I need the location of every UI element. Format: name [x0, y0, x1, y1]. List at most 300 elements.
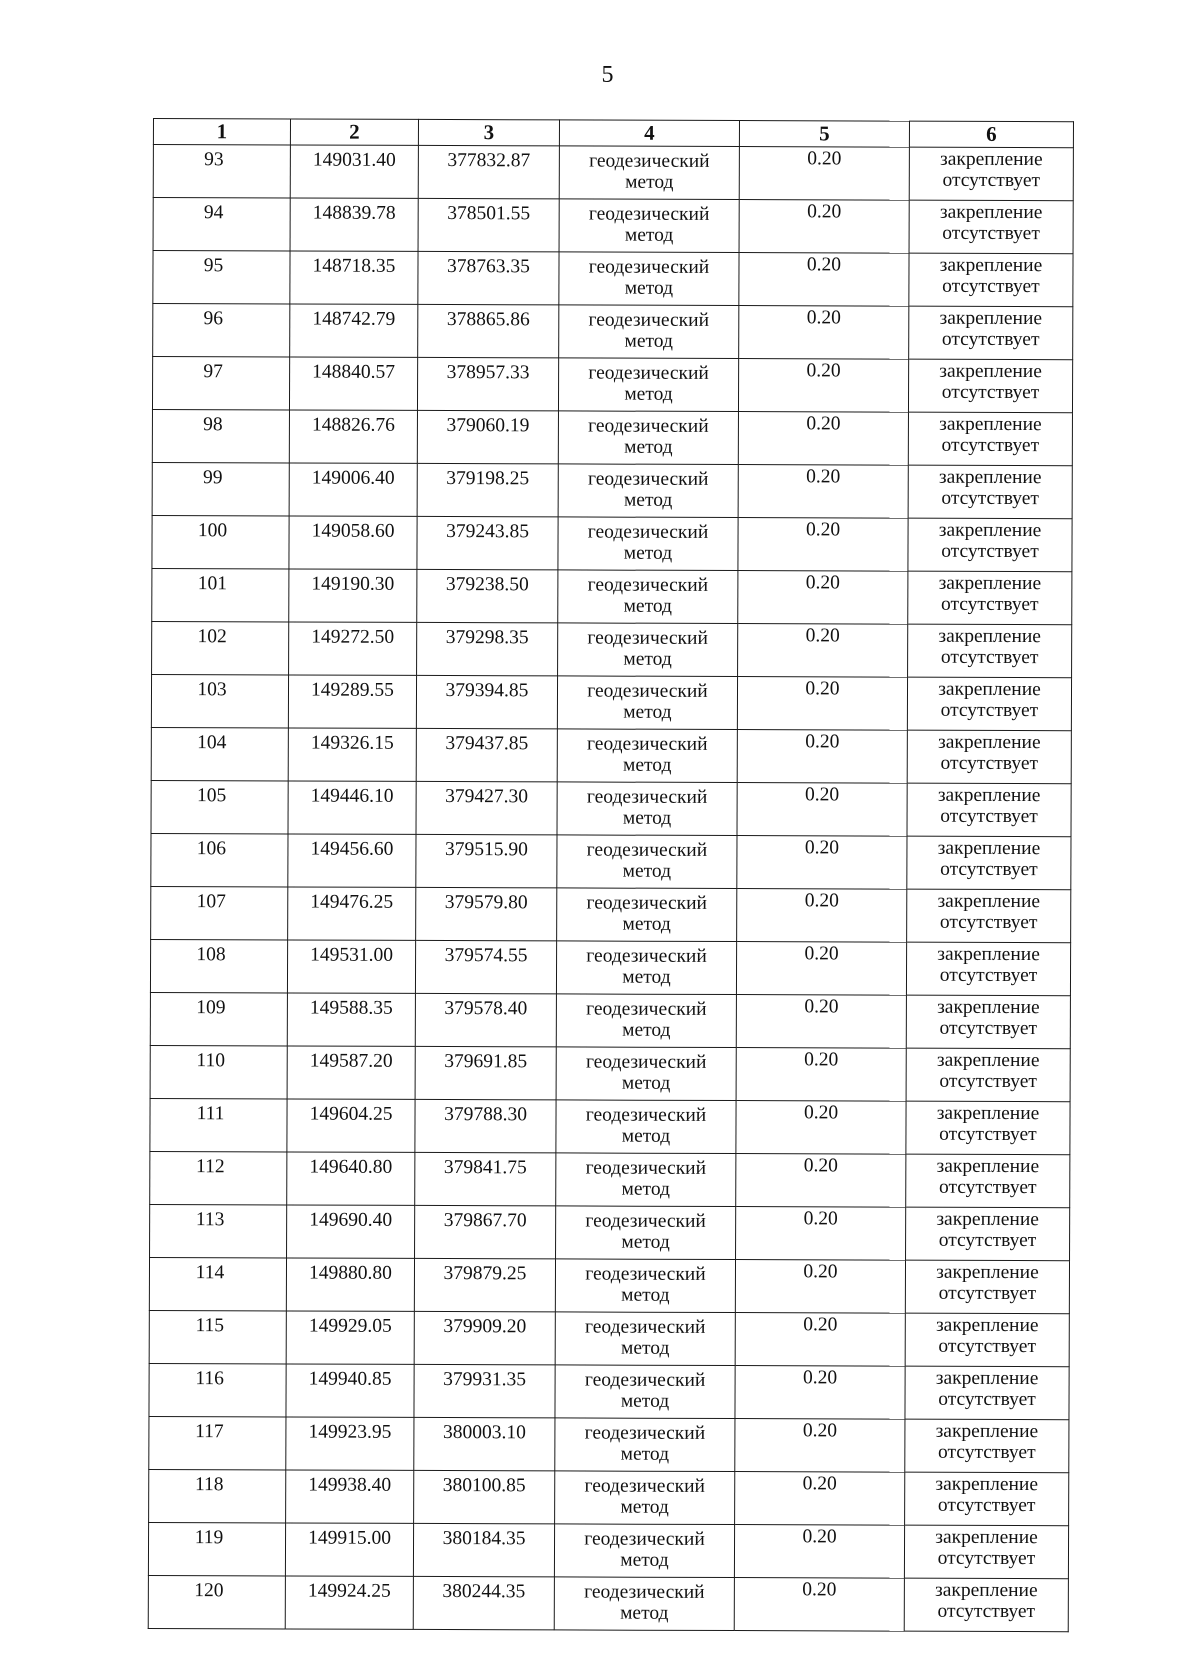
- fixation-line-2: отсутствует: [940, 593, 1039, 616]
- method-cell: [555, 1471, 735, 1525]
- fixation-line-2: отсутствует: [940, 699, 1039, 722]
- method-line-2: метод: [624, 277, 674, 299]
- method-cell: [559, 252, 739, 306]
- x-coordinate-cell: 149272.50: [289, 622, 417, 675]
- x-coordinate-cell: 149456.60: [288, 834, 416, 887]
- method-line-2: метод: [623, 648, 672, 670]
- y-coordinate-cell: 378501.55: [418, 198, 559, 251]
- y-coordinate-cell: 379909.20: [414, 1311, 555, 1364]
- method-line-2: метод: [621, 1284, 670, 1306]
- point-number-cell: 104: [151, 727, 288, 780]
- x-coordinate-cell: 149289.55: [288, 675, 416, 728]
- method-cell: [556, 1153, 736, 1207]
- fixation-cell: [908, 624, 1072, 678]
- method-line-1: геодезический: [586, 998, 707, 1020]
- precision-cell: 0.20: [736, 995, 906, 1049]
- point-number-cell: 96: [153, 304, 290, 357]
- x-coordinate-cell: 149058.60: [289, 516, 417, 569]
- fixation-cell: [906, 1101, 1070, 1155]
- fixation-line-1: закрепление: [936, 1049, 1040, 1072]
- point-number-cell: 100: [152, 515, 289, 568]
- method-cell: [558, 464, 738, 518]
- precision-cell: 0.20: [738, 624, 908, 678]
- fixation-line-2: отсутствует: [939, 1070, 1037, 1093]
- x-coordinate-cell: 149940.85: [286, 1364, 414, 1417]
- method-line-1: геодезический: [588, 362, 709, 384]
- x-coordinate-cell: 149531.00: [287, 940, 415, 993]
- point-number-cell: 99: [152, 462, 289, 515]
- fixation-line-1: закрепление: [939, 254, 1043, 277]
- fixation-line-2: отсутствует: [939, 964, 1038, 987]
- fixation-line-1: закрепление: [940, 148, 1043, 171]
- table-row: [151, 727, 1071, 783]
- x-coordinate-cell: 149640.80: [287, 1152, 415, 1205]
- precision-cell: 0.20: [737, 730, 907, 784]
- point-number-cell: 117: [149, 1416, 286, 1469]
- method-line-2: метод: [625, 171, 674, 193]
- method-cell: [557, 676, 737, 730]
- table-header-row: [153, 119, 1073, 148]
- method-line-2: метод: [623, 701, 672, 723]
- fixation-line-2: отсутствует: [937, 1494, 1036, 1517]
- table-row: [152, 621, 1072, 677]
- method-line-2: метод: [623, 489, 673, 511]
- point-number-cell: 113: [150, 1204, 287, 1257]
- method-line-1: геодезический: [588, 309, 710, 331]
- method-line-1: геодезический: [584, 1316, 706, 1338]
- y-coordinate-cell: 379238.50: [417, 569, 558, 622]
- method-cell: [559, 199, 739, 253]
- fixation-cell: [905, 1419, 1069, 1473]
- precision-cell: 0.20: [739, 147, 909, 201]
- point-number-cell: 116: [149, 1363, 286, 1416]
- column-header: 3: [418, 119, 559, 145]
- column-header: 5: [739, 121, 909, 148]
- fixation-line-2: отсутствует: [942, 275, 1040, 298]
- method-cell: [557, 729, 737, 783]
- y-coordinate-cell: 379427.30: [416, 781, 557, 834]
- fixation-cell: [905, 1472, 1069, 1526]
- x-coordinate-cell: 149476.25: [288, 887, 416, 940]
- fixation-cell: [906, 1207, 1070, 1261]
- y-coordinate-cell: 379788.30: [415, 1099, 556, 1152]
- method-cell: [558, 358, 738, 412]
- table-row: [150, 1098, 1070, 1154]
- method-line-2: метод: [621, 1231, 670, 1253]
- fixation-cell: [908, 571, 1072, 625]
- column-header: 1: [153, 119, 290, 145]
- fixation-cell: [904, 1525, 1068, 1579]
- method-line-1: геодезический: [587, 733, 708, 755]
- method-line-2: метод: [622, 966, 671, 988]
- table-row: [152, 462, 1072, 518]
- fixation-line-2: отсутствует: [939, 1123, 1037, 1146]
- y-coordinate-cell: 378763.35: [418, 251, 559, 304]
- precision-cell: 0.20: [739, 253, 909, 307]
- fixation-line-2: отсутствует: [940, 646, 1039, 669]
- fixation-cell: [907, 730, 1071, 784]
- precision-cell: 0.20: [736, 1154, 906, 1208]
- column-header: 6: [909, 121, 1073, 148]
- method-cell: [556, 1047, 736, 1101]
- method-line-1: геодезический: [584, 1475, 706, 1497]
- fixation-line-2: отсутствует: [938, 1176, 1037, 1199]
- method-line-2: метод: [621, 1125, 671, 1147]
- method-line-2: метод: [622, 1019, 671, 1041]
- x-coordinate-cell: 149587.20: [287, 1046, 415, 1099]
- point-number-cell: 94: [153, 198, 290, 251]
- y-coordinate-cell: 379578.40: [415, 993, 556, 1046]
- method-cell: [558, 517, 738, 571]
- method-line-2: метод: [622, 913, 671, 935]
- y-coordinate-cell: 380244.35: [413, 1576, 554, 1629]
- fixation-line-1: закрепление: [935, 1420, 1039, 1443]
- point-number-cell: 115: [149, 1310, 286, 1363]
- method-cell: [556, 1206, 736, 1260]
- column-header: 4: [559, 120, 739, 147]
- table-row: [152, 409, 1072, 465]
- x-coordinate-cell: 149031.40: [290, 145, 418, 198]
- table-row: [152, 568, 1072, 624]
- point-number-cell: 120: [148, 1575, 285, 1628]
- table-row: [151, 674, 1071, 730]
- point-number-cell: 110: [150, 1045, 287, 1098]
- method-line-2: метод: [620, 1602, 669, 1624]
- y-coordinate-cell: 379574.55: [415, 940, 556, 993]
- table-row: [149, 1416, 1069, 1472]
- point-number-cell: 108: [150, 939, 287, 992]
- precision-cell: 0.20: [738, 518, 908, 572]
- fixation-cell: [906, 942, 1070, 996]
- method-line-2: метод: [624, 436, 673, 458]
- method-line-1: геодезический: [586, 786, 708, 808]
- method-line-1: геодезический: [584, 1422, 706, 1444]
- precision-cell: 0.20: [735, 1419, 905, 1473]
- point-number-cell: 105: [151, 780, 288, 833]
- fixation-line-1: закрепление: [939, 360, 1042, 383]
- method-cell: [559, 146, 739, 200]
- precision-cell: 0.20: [738, 465, 908, 519]
- y-coordinate-cell: 379879.25: [414, 1258, 555, 1311]
- fixation-line-1: закрепление: [936, 1261, 1039, 1284]
- precision-cell: 0.20: [735, 1260, 905, 1314]
- method-line-1: геодезический: [584, 1581, 705, 1603]
- method-line-2: метод: [620, 1443, 670, 1465]
- method-cell: [557, 782, 737, 836]
- fixation-cell: [909, 306, 1073, 360]
- table-row: [149, 1363, 1069, 1419]
- precision-cell: 0.20: [738, 571, 908, 625]
- fixation-line-2: отсутствует: [938, 1282, 1037, 1305]
- method-cell: [558, 411, 738, 465]
- table-row: [153, 198, 1073, 254]
- y-coordinate-cell: 379060.19: [417, 410, 558, 463]
- method-line-2: метод: [620, 1496, 669, 1518]
- method-cell: [556, 1100, 736, 1154]
- precision-cell: 0.20: [736, 1101, 906, 1155]
- method-line-2: метод: [620, 1390, 670, 1412]
- table-row: [149, 1310, 1069, 1366]
- method-cell: [557, 835, 737, 889]
- x-coordinate-cell: 148742.79: [290, 304, 418, 357]
- fixation-line-1: закрепление: [938, 625, 1042, 648]
- fixation-line-1: закрепление: [938, 466, 1042, 489]
- method-cell: [558, 570, 738, 624]
- table-row: [149, 1257, 1069, 1313]
- precision-cell: 0.20: [737, 677, 907, 731]
- x-coordinate-cell: 149938.40: [286, 1470, 414, 1523]
- x-coordinate-cell: 149929.05: [286, 1311, 414, 1364]
- method-cell: [558, 623, 738, 677]
- fixation-cell: [905, 1260, 1069, 1314]
- method-line-1: геодезический: [585, 1157, 707, 1179]
- fixation-line-2: отсутствует: [941, 487, 1039, 510]
- y-coordinate-cell: 379243.85: [417, 516, 558, 569]
- table-row: [148, 1575, 1068, 1631]
- y-coordinate-cell: 379931.35: [414, 1364, 555, 1417]
- fixation-line-2: отсутствует: [941, 540, 1039, 563]
- x-coordinate-cell: 148839.78: [290, 198, 418, 251]
- y-coordinate-cell: 379515.90: [416, 834, 557, 887]
- y-coordinate-cell: 379394.85: [416, 675, 557, 728]
- method-cell: [555, 1312, 735, 1366]
- method-line-1: геодезический: [585, 1051, 707, 1073]
- fixation-cell: [907, 783, 1071, 837]
- method-line-1: геодезический: [587, 574, 709, 596]
- fixation-line-2: отсутствует: [940, 805, 1038, 828]
- y-coordinate-cell: 378865.86: [418, 304, 559, 357]
- fixation-line-2: отсутствует: [939, 911, 1038, 934]
- point-number-cell: 98: [152, 409, 289, 462]
- fixation-cell: [906, 995, 1070, 1049]
- fixation-line-2: отсутствует: [938, 1441, 1036, 1464]
- method-line-1: геодезический: [586, 839, 708, 861]
- fixation-line-2: отсутствует: [939, 1017, 1038, 1040]
- x-coordinate-cell: 148840.57: [289, 357, 417, 410]
- method-line-1: геодезический: [587, 521, 709, 543]
- method-line-1: геодезический: [588, 203, 710, 225]
- precision-cell: 0.20: [737, 889, 907, 943]
- table-row: [150, 1045, 1070, 1101]
- x-coordinate-cell: 149915.00: [285, 1523, 413, 1576]
- fixation-line-1: закрепление: [938, 678, 1041, 701]
- precision-cell: 0.20: [737, 836, 907, 890]
- fixation-line-2: отсутствует: [938, 1335, 1037, 1358]
- method-line-1: геодезический: [587, 680, 708, 702]
- coordinates-table: [148, 118, 1074, 1632]
- x-coordinate-cell: 149588.35: [287, 993, 415, 1046]
- fixation-cell: [908, 412, 1072, 466]
- method-line-2: метод: [621, 1178, 670, 1200]
- y-coordinate-cell: 379867.70: [415, 1205, 556, 1258]
- point-number-cell: 107: [151, 886, 288, 939]
- fixation-line-1: закрепление: [937, 784, 1041, 807]
- table-row: [148, 1522, 1068, 1578]
- x-coordinate-cell: 149690.40: [287, 1205, 415, 1258]
- method-line-1: геодезический: [588, 415, 709, 437]
- fixation-line-2: отсутствует: [942, 222, 1040, 245]
- fixation-line-1: закрепление: [939, 201, 1043, 224]
- table-row: [150, 992, 1070, 1048]
- method-line-2: метод: [622, 860, 672, 882]
- method-line-1: геодезический: [588, 256, 710, 278]
- fixation-line-1: закрепление: [936, 1102, 1040, 1125]
- point-number-cell: 101: [152, 568, 289, 621]
- method-line-2: метод: [622, 807, 672, 829]
- fixation-cell: [908, 465, 1072, 519]
- y-coordinate-cell: 379691.85: [415, 1046, 556, 1099]
- point-number-cell: 106: [151, 833, 288, 886]
- method-cell: [554, 1577, 734, 1631]
- table-row: [151, 780, 1071, 836]
- precision-cell: 0.20: [738, 412, 908, 466]
- method-line-2: метод: [620, 1337, 670, 1359]
- fixation-cell: [906, 1048, 1070, 1102]
- method-line-2: метод: [623, 542, 673, 564]
- fixation-line-1: закрепление: [936, 1208, 1039, 1231]
- y-coordinate-cell: 379579.80: [416, 887, 557, 940]
- fixation-line-2: отсутствует: [942, 169, 1041, 192]
- table-row: [149, 1469, 1069, 1525]
- point-number-cell: 111: [150, 1098, 287, 1151]
- y-coordinate-cell: 377832.87: [418, 145, 559, 198]
- precision-cell: 0.20: [736, 1048, 906, 1102]
- precision-cell: 0.20: [735, 1313, 905, 1367]
- table-body: [148, 145, 1073, 1632]
- fixation-line-2: отсутствует: [940, 752, 1039, 775]
- fixation-line-2: отсутствует: [941, 381, 1040, 404]
- y-coordinate-cell: 380100.85: [414, 1470, 555, 1523]
- precision-cell: 0.20: [735, 1472, 905, 1526]
- table-row: [152, 357, 1072, 413]
- method-line-1: геодезический: [589, 150, 710, 172]
- method-line-1: геодезический: [585, 1263, 706, 1285]
- fixation-line-1: закрепление: [939, 413, 1042, 436]
- x-coordinate-cell: 149924.25: [285, 1576, 413, 1629]
- fixation-cell: [906, 1154, 1070, 1208]
- fixation-line-2: отсутствует: [941, 328, 1040, 351]
- table-row: [153, 145, 1073, 201]
- fixation-line-1: закрепление: [935, 1579, 1038, 1602]
- table-row: [150, 1151, 1070, 1207]
- fixation-line-2: отсутствует: [938, 1229, 1037, 1252]
- point-number-cell: 103: [151, 674, 288, 727]
- method-line-1: геодезический: [584, 1528, 705, 1550]
- method-line-2: метод: [623, 754, 672, 776]
- fixation-cell: [909, 147, 1073, 201]
- method-line-1: геодезический: [586, 892, 708, 914]
- method-line-2: метод: [623, 595, 673, 617]
- y-coordinate-cell: 380184.35: [413, 1523, 554, 1576]
- method-line-1: геодезический: [585, 1104, 707, 1126]
- fixation-line-1: закрепление: [938, 572, 1042, 595]
- fixation-line-1: закрепление: [937, 890, 1041, 913]
- point-number-cell: 112: [150, 1151, 287, 1204]
- fixation-cell: [907, 836, 1071, 890]
- method-cell: [556, 941, 736, 995]
- fixation-cell: [904, 1578, 1068, 1632]
- y-coordinate-cell: 379198.25: [417, 463, 558, 516]
- point-number-cell: 102: [152, 621, 289, 674]
- point-number-cell: 109: [150, 992, 287, 1045]
- table-row: [151, 833, 1071, 889]
- fixation-line-1: закрепление: [935, 1314, 1039, 1337]
- table-row: [152, 515, 1072, 571]
- fixation-line-1: закрепление: [937, 731, 1041, 754]
- method-line-1: геодезический: [587, 627, 708, 649]
- method-cell: [555, 1418, 735, 1472]
- point-number-cell: 114: [149, 1257, 286, 1310]
- fixation-line-2: отсутствует: [941, 434, 1040, 457]
- fixation-line-1: закрепление: [938, 519, 1042, 542]
- fixation-cell: [907, 677, 1071, 731]
- method-line-1: геодезический: [585, 1210, 706, 1232]
- method-line-1: геодезический: [587, 468, 709, 490]
- x-coordinate-cell: 148718.35: [290, 251, 418, 304]
- precision-cell: 0.20: [735, 1366, 905, 1420]
- fixation-cell: [908, 518, 1072, 572]
- y-coordinate-cell: 379437.85: [416, 728, 557, 781]
- precision-cell: 0.20: [734, 1578, 904, 1632]
- fixation-line-1: закрепление: [935, 1526, 1038, 1549]
- fixation-line-2: отсутствует: [937, 1547, 1036, 1570]
- x-coordinate-cell: 149446.10: [288, 781, 416, 834]
- x-coordinate-cell: 149604.25: [287, 1099, 415, 1152]
- fixation-line-1: закрепление: [935, 1367, 1039, 1390]
- precision-cell: 0.20: [736, 942, 906, 996]
- method-cell: [555, 1259, 735, 1313]
- y-coordinate-cell: 378957.33: [417, 357, 558, 410]
- x-coordinate-cell: 149190.30: [289, 569, 417, 622]
- fixation-cell: [909, 200, 1073, 254]
- precision-cell: 0.20: [734, 1525, 904, 1579]
- fixation-cell: [909, 253, 1073, 307]
- method-line-1: геодезический: [586, 945, 707, 967]
- fixation-line-2: отсутствует: [938, 1388, 1036, 1411]
- method-line-2: метод: [624, 383, 673, 405]
- table-row: [153, 251, 1073, 307]
- fixation-line-1: закрепление: [939, 307, 1043, 330]
- method-cell: [556, 994, 736, 1048]
- table-row: [150, 1204, 1070, 1260]
- fixation-cell: [907, 889, 1071, 943]
- point-number-cell: 93: [153, 145, 290, 198]
- x-coordinate-cell: 149326.15: [288, 728, 416, 781]
- x-coordinate-cell: 149880.80: [286, 1258, 414, 1311]
- point-number-cell: 119: [148, 1522, 285, 1575]
- point-number-cell: 118: [149, 1469, 286, 1522]
- column-header: 2: [290, 119, 418, 145]
- fixation-line-1: закрепление: [937, 996, 1040, 1019]
- point-number-cell: 97: [152, 357, 289, 410]
- fixation-line-1: закрепление: [935, 1473, 1039, 1496]
- fixation-line-2: отсутствует: [937, 1600, 1036, 1623]
- precision-cell: 0.20: [736, 1207, 906, 1261]
- y-coordinate-cell: 379841.75: [415, 1152, 556, 1205]
- table-row: [153, 304, 1073, 360]
- precision-cell: 0.20: [737, 783, 907, 837]
- fixation-line-1: закрепление: [937, 943, 1040, 966]
- fixation-cell: [905, 1313, 1069, 1367]
- table-row: [150, 939, 1070, 995]
- method-line-2: метод: [620, 1549, 669, 1571]
- method-cell: [557, 888, 737, 942]
- fixation-cell: [908, 359, 1072, 413]
- method-cell: [554, 1524, 734, 1578]
- precision-cell: 0.20: [739, 306, 909, 360]
- fixation-cell: [905, 1366, 1069, 1420]
- method-line-2: метод: [624, 224, 674, 246]
